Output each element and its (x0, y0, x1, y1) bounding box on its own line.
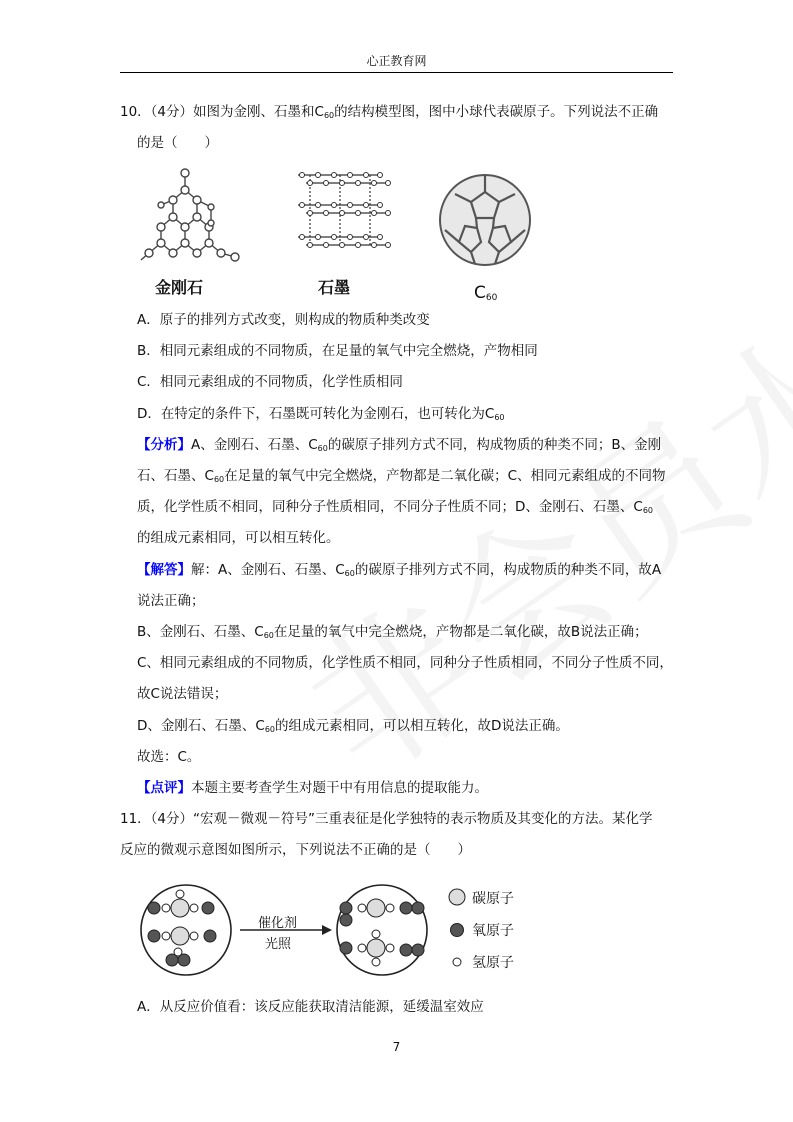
legend-carbon: 碳原子 (472, 891, 514, 907)
q11-stem-line2: 反应的微观示意图如图所示，下列说法不正确的是（ ） (120, 842, 471, 858)
analysis-line-4: 的组成元素相同，可以相互转化。 (137, 530, 340, 546)
solution-line-1: 【解答】解：A、金刚石、石墨、$C_{60}$的碳原子排列方式不同，构成物质的种类不同，故A (137, 562, 662, 578)
solution-line-3: B、金刚石、石墨、$C_{60}$在足量的氧气中完全燃烧，产物都是二氧化碳，故B说法正确； (137, 624, 648, 640)
q11-option-a: A．从反应价值看：该反应能获取清洁能源，延缓温室效应 (137, 999, 484, 1015)
q10-stem-line2: 的是（ ） (137, 135, 218, 151)
q10-stem-line1: 10．（4分）如图为金刚、石墨和$C_{60}$的结构模型图，图中小球代表碳原子。下列说法不正确 (120, 104, 659, 120)
q10-option-c: C．相同元素组成的不同物质，化学性质相同 (137, 374, 403, 390)
analysis-line-1: 【分析】A、金刚石、石墨、$C_{60}$的碳原子排列方式不同，构成物质的种类不同；B、金刚 (137, 437, 662, 453)
c60-caption: $C_{60}$ (474, 283, 498, 303)
graphite-caption: 石墨 (318, 278, 351, 297)
solution-line-4: C、相同元素组成的不同物质，化学性质不相同，同种分子性质相同，不同分子性质不同， (137, 655, 673, 671)
solution-tag: 【解答】 (137, 562, 191, 578)
q11-stem-line1: 11．（4分）“宏观－微观－符号”三重表征是化学独特的表示物质及其变化的方法。某化学 (120, 811, 653, 827)
carbon-atom-icon (449, 889, 465, 905)
solution-line-2: 说法正确； (137, 593, 205, 609)
solution-line-6: D、金刚石、石墨、$C_{60}$的组成元素相同，可以相互转化，故D说法正确。 (137, 718, 569, 734)
diamond-caption: 金刚石 (155, 278, 204, 297)
legend-hydrogen: 氢原子 (472, 955, 514, 971)
arrow-label-light: 光照 (265, 937, 292, 952)
arrow-label-catalyst: 催化剂 (258, 916, 298, 931)
page-number: 7 (392, 1040, 401, 1054)
legend-icons (448, 888, 468, 968)
q10-option-a: A．原子的排列方式改变，则构成的物质种类改变 (137, 312, 430, 328)
c60-structure-figure (435, 170, 535, 270)
graphite-structure-figure (290, 165, 395, 265)
diamond-structure-figure (137, 165, 247, 265)
analysis-line-3: 质，化学性质不相同，同种分子性质相同，不同分子性质不同；D、金刚石、石墨、$C_{60}$ (137, 499, 654, 515)
oxygen-atom-icon (451, 924, 464, 937)
q10-option-b: B．相同元素组成的不同物质，在足量的氧气中完全燃烧，产物相同 (137, 343, 538, 359)
page-header: 心正教育网 (366, 54, 427, 68)
analysis-tag: 【分析】 (137, 437, 191, 453)
header-divider (120, 72, 673, 73)
solution-line-7: 故选：C。 (137, 749, 201, 765)
analysis-line-2: 石、石墨、$C_{60}$在足量的氧气中完全燃烧，产物都是二氧化碳；C、相同元素组成的不同物 (137, 468, 666, 484)
q10-option-d: D．在特定的条件下，石墨既可转化为金刚石，也可转化为$C_{60}$ (137, 406, 505, 422)
legend-oxygen: 氧原子 (472, 923, 514, 939)
solution-line-5: 故C说法错误； (137, 686, 228, 702)
comment-tag: 【点评】 (137, 780, 191, 796)
hydrogen-atom-icon (453, 958, 461, 966)
comment-line: 【点评】本题主要考查学生对题干中有用信息的提取能力。 (137, 780, 488, 796)
